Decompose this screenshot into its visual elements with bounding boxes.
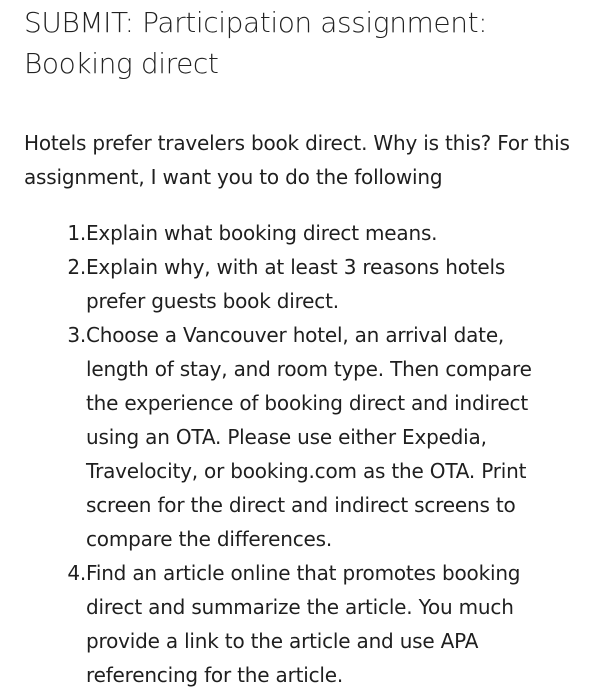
task-item-4 bbox=[24, 556, 581, 692]
task-number: 1. bbox=[67, 221, 86, 245]
task-item-3 bbox=[24, 318, 581, 556]
task-text-content: Choose a Vancouver hotel, an arrival date, length of stay, and room type. Then compare the experience of booking direct and indirect using an OTA. Please use either Expedia, Travelocity, or booking.com as the OTA. Print screen for the direct and indirect screens to compare the differences. bbox=[86, 323, 532, 551]
task-item-2 bbox=[24, 250, 581, 318]
task-number: 2. bbox=[67, 255, 86, 279]
task-text-content: Explain what booking direct means. bbox=[86, 221, 438, 245]
assignment-title: SUBMIT: Participation assignment: Booking direct bbox=[24, 6, 488, 80]
task-text bbox=[86, 216, 581, 250]
task-text bbox=[86, 250, 581, 318]
task-number: 3. bbox=[67, 323, 86, 347]
task-text-content: Explain why, with at least 3 reasons hotels prefer guests book direct. bbox=[86, 255, 506, 313]
task-list bbox=[24, 216, 581, 692]
task-text bbox=[86, 556, 581, 692]
task-number: 4. bbox=[67, 561, 86, 585]
task-text-content: Find an article online that promotes booking direct and summarize the article. You much provide a link to the article and use APA referencing for the article. bbox=[86, 561, 521, 687]
assignment-intro: Hotels prefer travelers book direct. Why is this? For this assignment, I want you to do the following bbox=[24, 131, 570, 189]
task-text bbox=[86, 318, 581, 556]
task-item-1 bbox=[24, 216, 581, 250]
